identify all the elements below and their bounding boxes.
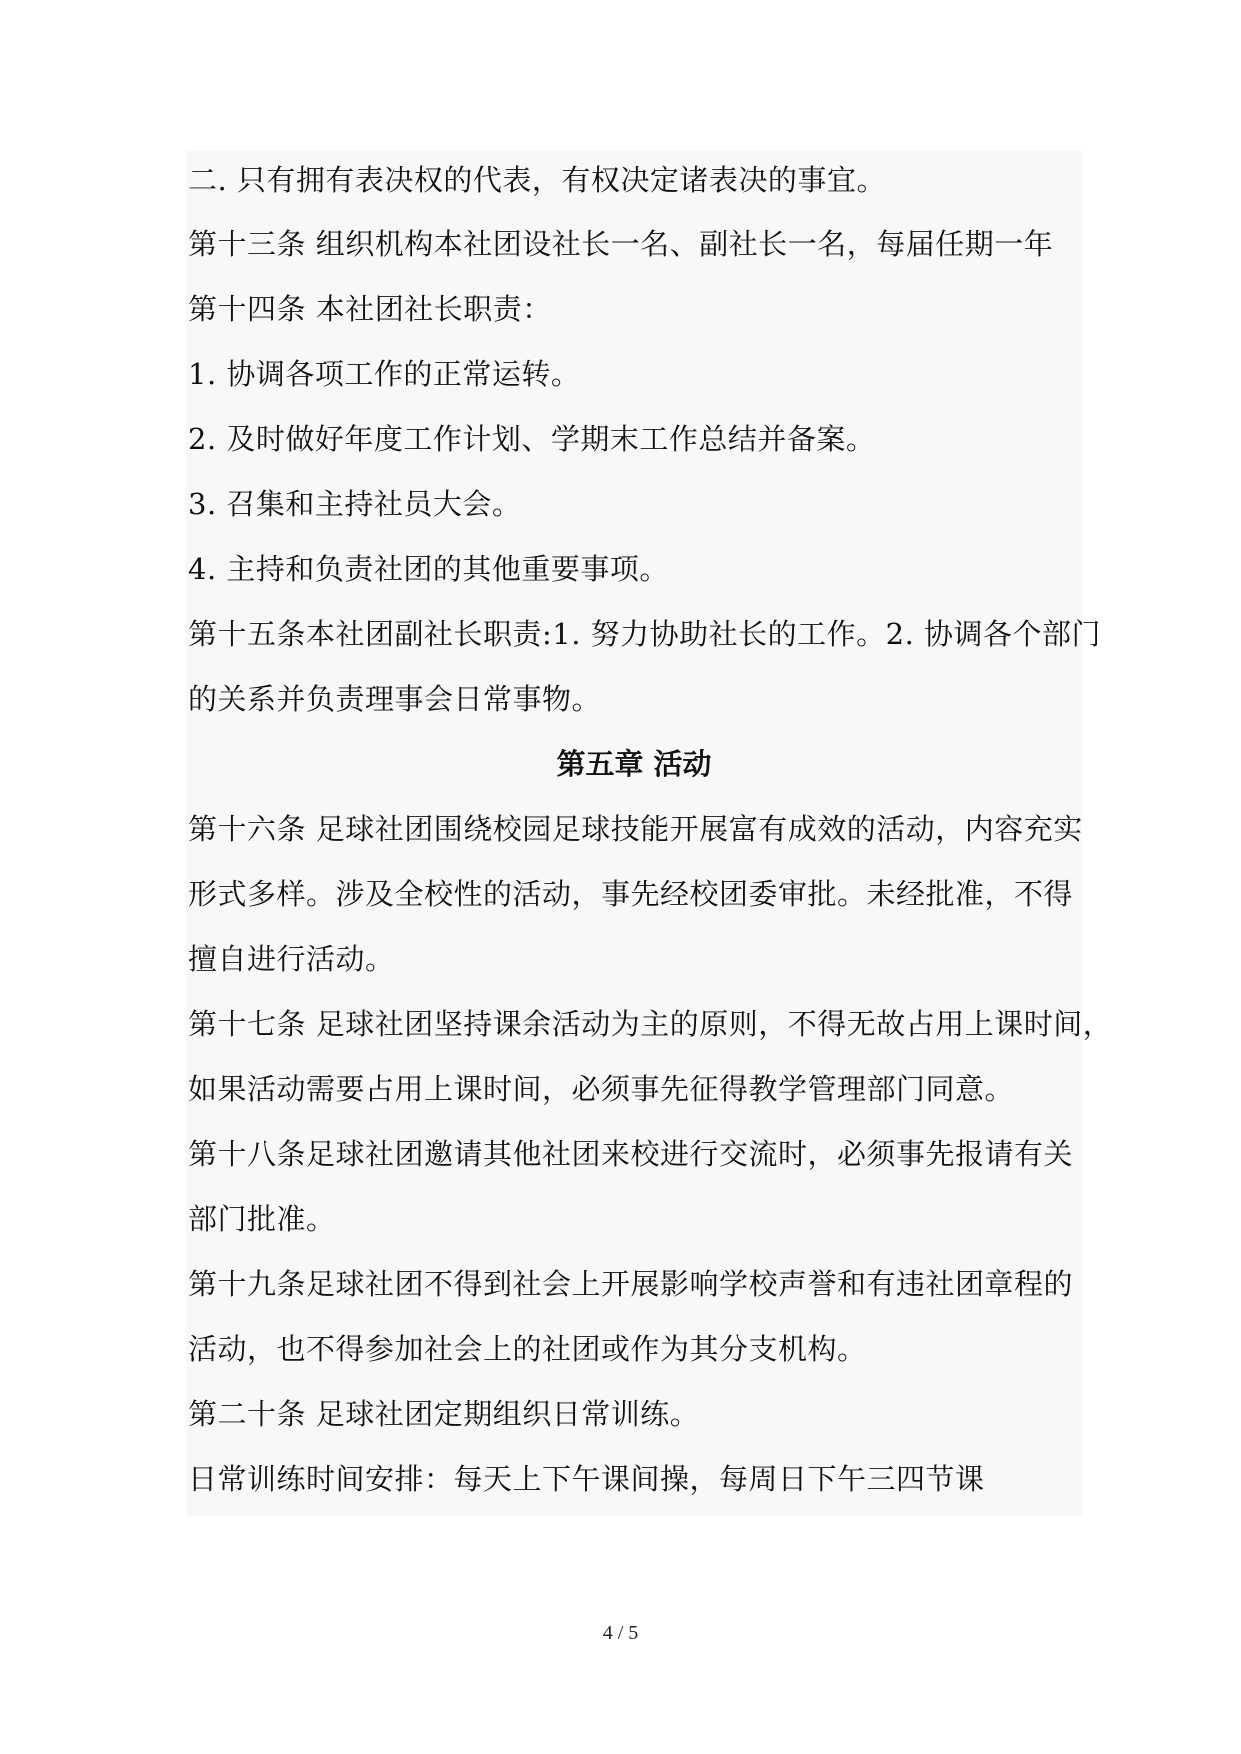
text-line-9: 的关系并负责理事会日常事物。 bbox=[188, 682, 602, 716]
text-line-6: 3. 召集和主持社员大会。 bbox=[188, 487, 522, 521]
text-line-17: 第十九条足球社团不得到社会上开展影响学校声誉和有违社团章程的 bbox=[188, 1267, 1074, 1301]
text-line-18: 活动，也不得参加社会上的社团或作为其分支机构。 bbox=[188, 1332, 867, 1366]
page-number: 4 / 5 bbox=[602, 1622, 639, 1644]
text-line-8: 第十五条本社团副社长职责:1. 努力协助社长的工作。2. 协调各个部门 bbox=[188, 617, 1102, 651]
text-line-7: 4. 主持和负责社团的其他重要事项。 bbox=[188, 552, 669, 586]
text-line-4: 1. 协调各项工作的正常运转。 bbox=[188, 357, 581, 391]
text-line-20: 日常训练时间安排：每天上下午课间操，每周日下午三四节课 bbox=[188, 1462, 985, 1496]
chapter-heading: 第五章 活动 bbox=[556, 747, 712, 781]
text-line-12: 擅自进行活动。 bbox=[188, 942, 395, 976]
text-line-19: 第二十条 足球社团定期组织日常训练。 bbox=[188, 1397, 700, 1431]
text-line-14: 如果活动需要占用上课时间，必须事先征得教学管理部门同意。 bbox=[188, 1072, 1015, 1106]
text-line-3: 第十四条 本社团社长职责： bbox=[188, 292, 552, 326]
text-line-16: 部门批准。 bbox=[188, 1202, 336, 1236]
document-body bbox=[186, 150, 1113, 1516]
text-line-13: 第十七条 足球社团坚持课余活动为主的原则，不得无故占用上课时间， bbox=[188, 1007, 1113, 1041]
text-line-1: 二. 只有拥有表决权的代表，有权决定诸表决的事宜。 bbox=[188, 163, 886, 197]
text-line-15: 第十八条足球社团邀请其他社团来校进行交流时，必须事先报请有关 bbox=[188, 1137, 1074, 1171]
text-line-11: 形式多样。涉及全校性的活动，事先经校团委审批。未经批准，不得 bbox=[188, 877, 1074, 911]
text-line-5: 2. 及时做好年度工作计划、学期末工作总结并备案。 bbox=[188, 422, 876, 456]
text-line-2: 第十三条 组织机构本社团设社长一名、副社长一名，每届任期一年 bbox=[188, 227, 1054, 261]
text-line-10: 第十六条 足球社团围绕校园足球技能开展富有成效的活动，内容充实 bbox=[188, 812, 1083, 846]
